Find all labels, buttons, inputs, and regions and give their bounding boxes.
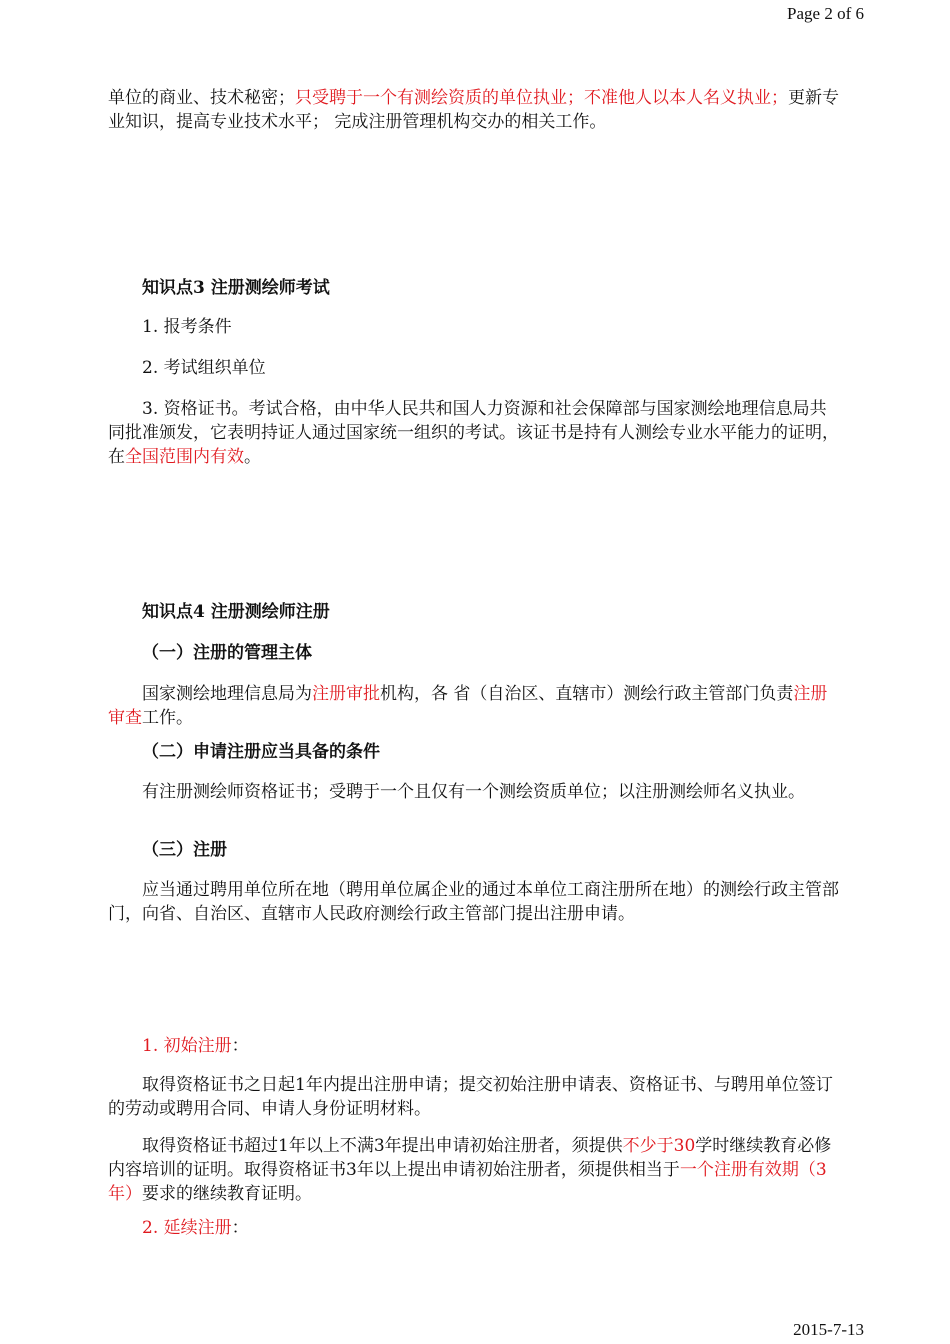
renewal-registration-label bbox=[108, 1216, 843, 1240]
initial-p2-text-a: 取得资格证书超过1年以上不满3年提出申请初始注册者，须提供 bbox=[142, 1136, 623, 1156]
kp4-paragraph-1 bbox=[108, 682, 843, 730]
kp3-item-3-highlight: 全国范围内有效 bbox=[125, 447, 244, 467]
kp4-subheading-1: （一）注册的管理主体 bbox=[142, 643, 312, 663]
kp3-item-3-end: 。 bbox=[244, 447, 261, 467]
initial-paragraph-1: 取得资格证书之日起1年内提出注册申请；提交初始注册申请表、资格证书、与聘用单位签订的劳动或聘用合同、申请人身份证明材料。 bbox=[108, 1075, 833, 1119]
intro-text-1: 单位的商业、技术秘密； bbox=[108, 88, 295, 108]
renewal-registration-colon: ： bbox=[231, 1218, 249, 1238]
initial-p2-highlight-1: 不少于30 bbox=[622, 1136, 696, 1156]
intro-paragraph bbox=[108, 86, 843, 134]
kp3-item-3-text: 3. 资格证书。考试合格，由中华人民共和国人力资源和社会保障部与国家测绘地理信息局共同批准颁发，它表明持证人通过国家统一组织的考试。该证书是持有人测绘专业水平能力的证明，在 bbox=[108, 399, 839, 467]
kp4-p1-text-c: 机构，各 省（自治区、直辖市）测绘行政主管部门负责 bbox=[380, 684, 794, 704]
kp4-p1-text-a: 国家测绘地理信息局为 bbox=[142, 684, 312, 704]
kp4-paragraph-2: 有注册测绘师资格证书；受聘于一个且仅有一个测绘资质单位；以注册测绘师名义执业。 bbox=[142, 782, 805, 802]
kp3-item-1: 1. 报考条件 bbox=[142, 317, 232, 337]
initial-registration-title: 1. 初始注册 bbox=[142, 1036, 232, 1056]
kp3-item-2: 2. 考试组织单位 bbox=[142, 358, 266, 378]
kp4-paragraph-3: 应当通过聘用单位所在地（聘用单位属企业的通过本单位工商注册所在地）的测绘行政主管部门，向省、自治区、直辖市人民政府测绘行政主管部门提出注册申请。 bbox=[108, 880, 839, 924]
kp3-heading: 知识点3 注册测绘师考试 bbox=[142, 278, 330, 298]
initial-registration-label bbox=[108, 1034, 843, 1058]
intro-text-3: 更新专业知识，提高专业技术水平； 完成注册管理机构交办的相关工作。 bbox=[108, 88, 839, 132]
kp4-p1-highlight-1: 注册审批 bbox=[312, 684, 380, 704]
intro-highlight: 只受聘于一个有测绘资质的单位执业；不准他人以本人名义执业； bbox=[295, 88, 788, 108]
renewal-registration-title: 2. 延续注册 bbox=[142, 1218, 232, 1238]
kp4-p1-text-e: 工作。 bbox=[142, 708, 193, 728]
kp4-heading: 知识点4 注册测绘师注册 bbox=[142, 602, 330, 622]
initial-p2-text-e: 要求的继续教育证明。 bbox=[142, 1184, 312, 1204]
initial-registration-colon: ： bbox=[231, 1036, 249, 1056]
kp3-item-3 bbox=[108, 397, 843, 469]
initial-paragraph-2 bbox=[108, 1134, 843, 1206]
footer-date: 2015-7-13 bbox=[793, 1320, 864, 1339]
initial-p2-text-c: 学时继续教育必修内容培训的证明。取得资格证书3年以上提出申请初始注册者，须提供相当于 bbox=[108, 1136, 832, 1180]
kp4-subheading-2: （二）申请注册应当具备的条件 bbox=[142, 742, 380, 762]
page-number: Page 2 of 6 bbox=[787, 4, 864, 23]
initial-p2-highlight-2: 一个注册有效期（3年） bbox=[108, 1160, 827, 1204]
kp4-subheading-3: （三）注册 bbox=[142, 840, 227, 860]
kp4-p1-highlight-2: 注册审查 bbox=[108, 684, 828, 728]
